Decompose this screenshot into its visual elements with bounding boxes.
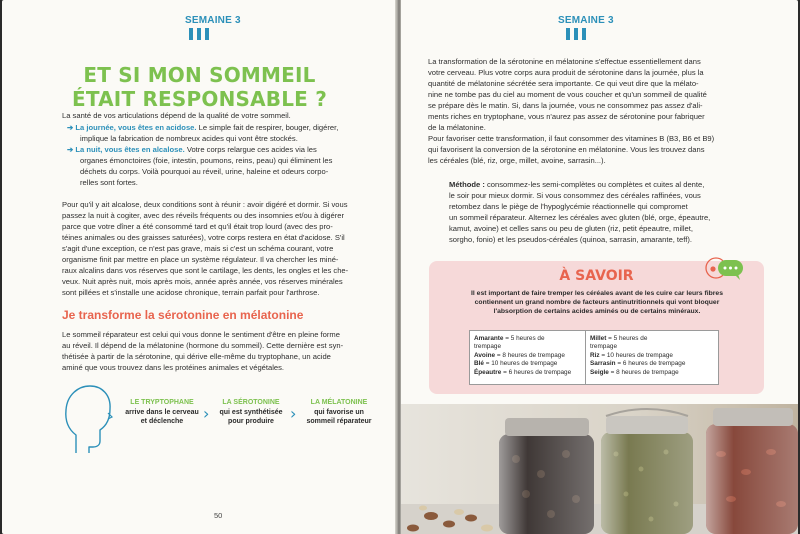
table-row: Amarante = 5 heures de: [474, 335, 545, 342]
table-row: Avoine = 8 heures de trempage: [474, 351, 565, 359]
chevron-right-icon: ›: [290, 404, 297, 423]
page-number: 50: [214, 511, 223, 520]
table-row: trempage: [474, 343, 501, 351]
paragraph-line: quantité de mélatonine sécrétée sera importante. Ce qui veut dire que la mélato-: [428, 79, 699, 88]
arrow-right-icon: ➔: [67, 145, 74, 154]
week-bars-icon: [189, 28, 209, 40]
bullet-acidose-cont: implique la fabrication de nombreux acides qui vont être stockés.: [80, 134, 298, 143]
bullet-alcalose: ➔ La nuit, vous êtes en alcalose. Votre corps relargue ces acides via les: [67, 145, 317, 154]
table-row: Millet = 5 heures de: [590, 335, 648, 342]
paragraph-line: les céréales (blé, riz, orge, millet, avoine, sarrasin...).: [428, 156, 606, 165]
paragraph-line: aminé que vous trouvez dans les protéines animales et végétales.: [62, 363, 285, 372]
paragraph-line: téines animales ou des graisses saturées), votre corps restera en état d'acidose. S'il: [62, 233, 345, 242]
table-row: Seigle = 8 heures de trempage: [590, 368, 679, 376]
method-line: Méthode : consommez-les semi-complètes ou complètes et cuites al dente,: [449, 180, 705, 189]
paragraph-line: passez la nuit à cogiter, avec des réveils fréquents ou des insomnies et/ou à digérer: [62, 211, 344, 220]
paragraph-line: raux alcalins dans vos réserves que sont le cartilage, les dents, les ongles et les che-: [62, 266, 349, 275]
method-line: le soir pour mieux dormir. Si vous consommez des céréales raffinées, vous: [449, 191, 701, 200]
paragraph-line: s'agit d'une exception, ce n'est pas grave, mais si c'est un schéma courant, votre: [62, 244, 334, 253]
method-line: sorgho, fonio) et les pseudos-céréales (quinoa, sarrasin, amarante, teff).: [449, 235, 692, 244]
soaking-col-right: [590, 335, 685, 377]
paragraph-line: de la mélatonine.: [428, 123, 486, 132]
paragraph-line: Pour qu'il y ait alcalose, deux conditions sont à réunir : avoir digéré et dormir. Si vous: [62, 200, 348, 209]
paragraph-line: organisme finit par mettre en place un système régulateur. Il va chercher les miné-: [62, 255, 339, 264]
paragraph-line: au réveil. Il dépend de la mélatonine (hormone du sommeil). Cette dernière est syn-: [62, 341, 344, 350]
paragraph-line: sont pillées et s'installe une acidose chronique, terrain parfait pour l'arthrose.: [62, 288, 320, 297]
soaking-time-table: [469, 330, 719, 385]
a-savoir-title: À SAVOIR: [559, 268, 634, 284]
paragraph-line: La transformation de la sérotonine en mélatonine s'effectue essentiellement dans: [428, 57, 701, 66]
bullet-alcalose-line: relles sont fortes.: [80, 178, 138, 187]
left-page: [2, 0, 397, 534]
table-row: Blé = 10 heures de trempage: [474, 360, 558, 368]
paragraph-line: thétisée à partir de la sérotonine, qui dérive elle-même du tryptophane, un acide: [62, 352, 331, 361]
paragraph-line: veux. Nuit après nuit, mois après mois, année après année, vos réserves minérales: [62, 277, 343, 286]
process-step-serotonine: LA SÉROTONINE qui est synthétisée pour produire: [219, 399, 283, 425]
paragraph-line: Le sommeil réparateur est celui qui vous donne le sentiment d'être en pleine forme: [62, 330, 340, 339]
week-bars-icon: [566, 28, 586, 40]
head-profile-icon: [62, 383, 114, 453]
bullet-alcalose-line: déchets du corps. Voilà pourquoi au réveil, urine, haleine et odeurs corpo-: [80, 167, 329, 176]
speech-bubble-icon: [705, 256, 745, 282]
paragraph-line: Pour favoriser cette transformation, il faut consommer des vitamines B (B3, B6 et B9): [428, 134, 715, 143]
chevron-right-icon: ›: [203, 404, 210, 423]
table-row: Riz = 10 heures de trempage: [590, 351, 673, 359]
bullet-acidose: ➔ La journée, vous êtes en acidose. Le simple fait de respirer, bouger, digérer,: [67, 123, 339, 132]
process-step-tryptophane: LE TRYPTOPHANE arrive dans le cerveau et déclenche: [125, 399, 199, 425]
method-line: retombez dans le piège de l'hypoglycémie réactionnelle qui compromet: [449, 202, 688, 211]
paragraph-line: se prépare dès le matin. Si, dans la journée, vous ne consommez pas assez d'ali-: [428, 101, 703, 110]
table-row: Épeautre = 6 heures de trempage: [474, 368, 572, 376]
table-divider: [585, 331, 586, 384]
week-label: SEMAINE 3: [185, 15, 241, 26]
page-title-line2: ÉTAIT RESPONSABLE ?: [71, 87, 328, 111]
section-heading: Je transforme la sérotonine en mélatonine: [62, 308, 304, 322]
paragraph-line: parce que votre dîner a été consommé tard et qu'il était trop lourd (avec des pro-: [62, 222, 333, 231]
a-savoir-text: Il est important de faire tremper les céréales avant de les cuire car leurs fibres contiennent un grand nombre de facteurs antinutritionnels qui vont bloquer l'absorption de certains acides aminés ou de certains minéraux.: [471, 290, 723, 316]
intro-text: La santé de vos articulations dépend de la qualité de votre sommeil.: [62, 111, 291, 120]
page-title-line1: ET SI MON SOMMEIL: [83, 63, 316, 87]
process-step-melatonine: LA MÉLATONINE qui favorise un sommeil réparateur: [306, 399, 372, 425]
week-label: SEMAINE 3: [558, 15, 614, 26]
method-line: un sommeil réparateur. Alternez les céréales avec gluten (blé, orge, épeautre,: [449, 213, 711, 222]
soaking-col-left: [474, 335, 571, 377]
cereal-jars-photo: [401, 404, 798, 534]
paragraph-line: qui favorisent la conversion de la sérotonine en mélatonine. Vous les trouvez dans: [428, 145, 705, 154]
bullet-alcalose-line: organes émonctoires (foie, intestin, poumons, reins, peau) qui éliminent les: [80, 156, 333, 165]
table-row: Sarrasin = 6 heures de trempage: [590, 360, 686, 368]
paragraph-line: ments riches en tryptophane, vous n'aurez pas assez de sérotonine pour fabriquer: [428, 112, 705, 121]
paragraph-line: votre cerveau. Plus votre corps aura produit de sérotonine dans la journée, plus la: [428, 68, 704, 77]
paragraph-line: nine ne tombe pas du ciel au moment de vous coucher et qu'un sommeil de qualité: [428, 90, 707, 99]
table-row: trempage: [590, 343, 617, 351]
method-line: kamut, avoine) et celles sans ou peu de gluten (riz, petit épeautre, millet,: [449, 224, 693, 233]
arrow-right-icon: ➔: [67, 123, 74, 132]
